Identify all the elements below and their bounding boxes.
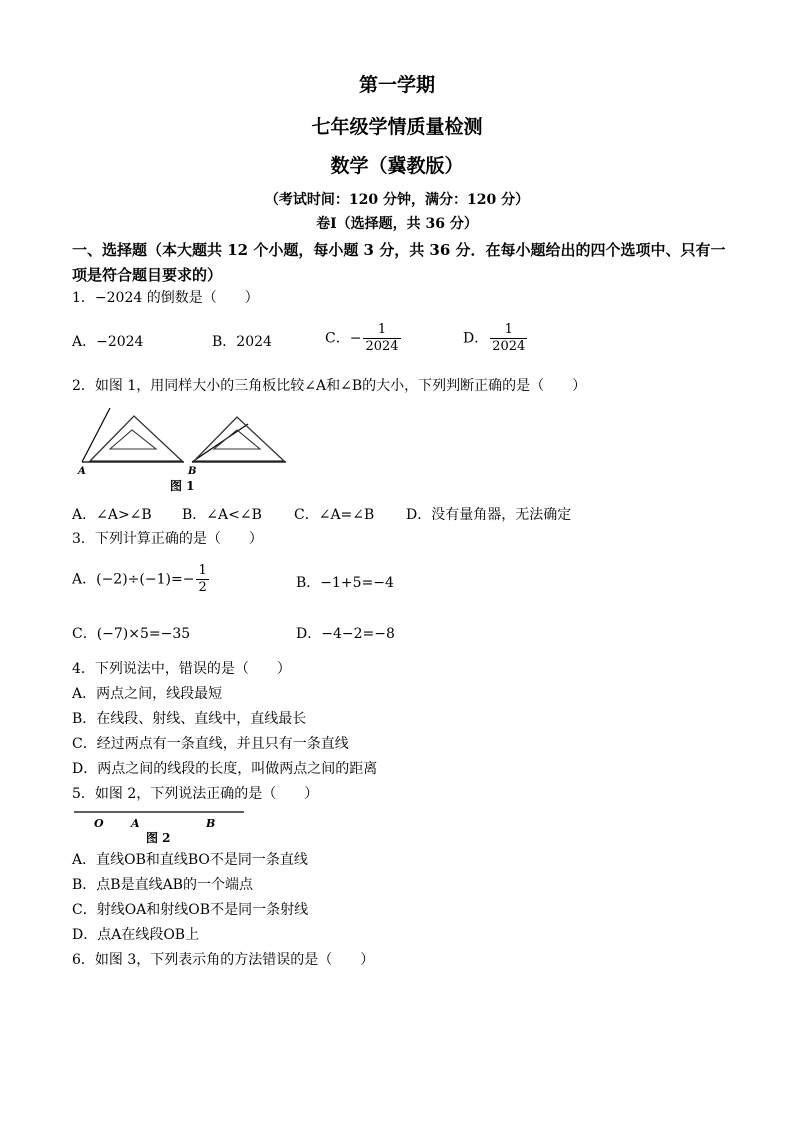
q4-option-c: C．经过两点有一条直线，并且只有一条直线: [72, 736, 349, 752]
subject-title: 数学（冀教版）: [330, 155, 464, 177]
q3-a-denominator: 2: [198, 580, 207, 595]
semester-title: 第一学期: [358, 74, 435, 96]
triangle-ruler-a: [90, 416, 182, 461]
q1-d-denominator: 2024: [492, 339, 526, 354]
q1-d-prefix: D．: [463, 330, 489, 347]
q2-option-b: B．∠A<∠B: [182, 507, 262, 523]
fig1-label-b: B: [188, 466, 197, 477]
q5-option-b: B．点B是直线AB的一个端点: [72, 877, 253, 893]
section-heading: 一、选择题（本大题共 12 个小题，每小题 3 分，共 36 分．在每小题给出的四个选项中、只有一项是符合题目要求的）: [72, 241, 726, 284]
fig2-label-a: A: [131, 817, 140, 830]
fig2-label-o: O: [94, 817, 104, 830]
q4-option-a: A．两点之间，线段最短: [72, 686, 223, 702]
q1-d-fraction: [490, 322, 527, 355]
q3-stem: 3．下列计算正确的是（ ）: [72, 531, 263, 547]
q1-d-numerator: 1: [504, 322, 513, 337]
q3-a-fraction: [196, 563, 208, 596]
figure-1: [72, 404, 292, 494]
exam-title: 七年级学情质量检测: [311, 116, 483, 138]
q3-option-d: D．−4−2=−8: [296, 626, 395, 642]
q1-option-b: B．2024: [212, 334, 272, 350]
angle-b-ray-2: [192, 424, 248, 462]
q1-option-d: [463, 322, 529, 355]
q3-option-a: [72, 563, 211, 596]
q2-option-d: D．没有量角器，无法确定: [406, 507, 572, 523]
fig2-label-b: B: [206, 817, 216, 830]
q1-c-denominator: 2024: [365, 339, 399, 354]
q3-a-numerator: 1: [198, 563, 207, 578]
exam-info: （考试时间：120 分钟，满分：120 分）: [264, 192, 530, 208]
figure-2: [74, 806, 246, 846]
q5-option-d: D．点A在线段OB上: [72, 927, 200, 943]
q1-c-fraction: [363, 322, 400, 355]
q1-c-prefix: C．−: [325, 330, 362, 347]
q1-option-a: A．−2024: [72, 334, 144, 350]
q6-stem: 6．如图 3，下列表示角的方法错误的是（ ）: [72, 952, 375, 968]
q1-option-c: [325, 322, 403, 355]
q4-stem: 4．下列说法中，错误的是（ ）: [72, 661, 291, 677]
q4-option-b: B．在线段、射线、直线中，直线最长: [72, 711, 307, 727]
q4-option-d: D．两点之间的线段的长度，叫做两点之间的距离: [72, 761, 378, 777]
q3-a-prefix: A．(−2)÷(−1)=−: [72, 571, 195, 588]
q3-option-c: C．(−7)×5=−35: [72, 626, 191, 642]
volume-title: 卷Ⅰ（选择题，共 36 分）: [316, 216, 478, 232]
q2-option-c: C．∠A=∠B: [294, 507, 375, 523]
q5-option-a: A．直线OB和直线BO不是同一条直线: [72, 852, 308, 868]
angle-a-ray-1: [82, 408, 110, 462]
q1-c-numerator: 1: [377, 322, 387, 337]
fig1-label-a: A: [78, 466, 86, 477]
q2-stem: 2．如图 1，用同样大小的三角板比较∠A和∠B的大小，下列判断正确的是（ ）: [72, 378, 587, 394]
q1-stem: 1．−2024 的倒数是（ ）: [72, 290, 259, 306]
fig2-caption: 图 2: [146, 831, 171, 845]
q3-option-b: B．−1+5=−4: [296, 575, 394, 591]
q2-option-a: A．∠A>∠B: [72, 507, 152, 523]
fig1-caption: 图 1: [170, 479, 195, 493]
triangle-ruler-b: [194, 417, 284, 461]
q5-option-c: C．射线OA和射线OB不是同一条射线: [72, 902, 309, 918]
q5-stem: 5．如图 2，下列说法正确的是（ ）: [72, 786, 319, 802]
